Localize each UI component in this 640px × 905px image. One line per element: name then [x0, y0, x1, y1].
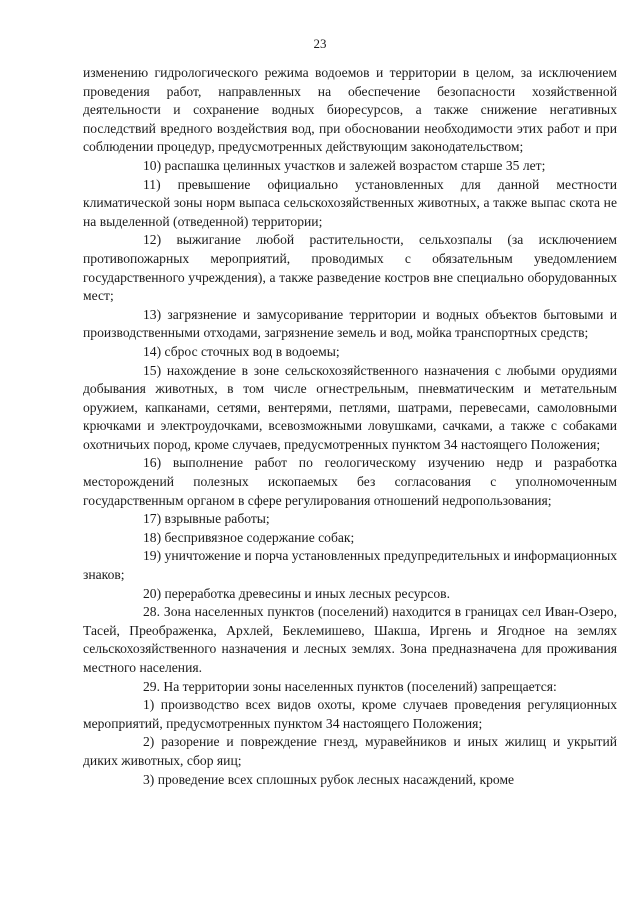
paragraph: 15) нахождение в зоне сельскохозяйственного назначения с любыми орудиями добывания животных, в том числе огнестрельным, пневматическим и метательным оружием, капканами, сетями, вентерями, петлями, шатрами, перевесами, самоловными крючками и электроудочками, всевозможными ловушками, сачками, а также с собаками охотничьих пород, кроме случаев, предусмотренных пунктом 34 настоящего Положения; [83, 362, 617, 452]
paragraph: 1) производство всех видов охоты, кроме случаев проведения регуляционных мероприятий, предусмотренных пунктом 34 настоящего Положения; [83, 697, 617, 731]
paragraph: изменению гидрологического режима водоемов и территории в целом, за исключением проведения работ, направленных на обеспечение безопасности хозяйственной деятельности и сохранение водных биоресурсов, а также снижение негативных последствий вредного воздействия вод, при обосновании необходимости этих работ и при соблюдении процедур, предусмотренных действующим законодательством; [83, 65, 617, 155]
paragraph: 2) разорение и повреждение гнезд, муравейников и иных жилищ и укрытий диких животных, сбор яиц; [83, 734, 617, 768]
paragraph: 19) уничтожение и порча установленных предупредительных и информационных знаков; [83, 548, 617, 583]
paragraph: 10) распашка целинных участков и залежей возрастом старше 35 лет; [143, 157, 546, 173]
paragraph: 12) выжигание любой растительности, сельхозпалы (за исключением противопожарных мероприятий, проводимых с обязательным уведомлением государственного учреждения), а также разведение костров вне специально оборудованных мест; [83, 232, 617, 304]
paragraph: 17) взрывные работы; [143, 511, 270, 527]
document-body [83, 64, 617, 789]
paragraph: 18) беспривязное содержание собак; [143, 529, 355, 545]
paragraph: 14) сброс сточных вод в водоемы; [143, 343, 340, 359]
paragraph: 29. На территории зоны населенных пунктов (поселений) запрещается: [143, 678, 557, 694]
paragraph: 13) загрязнение и замусоривание территории и водных объектов бытовыми и производственными отходами, загрязнение земель и вод, мойка транспортных средств; [83, 306, 617, 341]
paragraph: 3) проведение всех сплошных рубок лесных насаждений, кроме [143, 771, 515, 787]
paragraph: 11) превышение официально установленных для данной местности климатической зоны норм выпаса сельскохозяйственных животных, а также выпас скота не на выделенной (отведенной) территории; [83, 176, 617, 229]
paragraph: 28. Зона населенных пунктов (поселений) находится в границах сел Иван-Озеро, Тасей, Преображенка, Архлей, Беклемишево, Шакша, Иргень и Ягодное на землях сельскохозяйственного назначения и лесных землях. Зона предназначена для проживания местного населения. [83, 604, 617, 675]
paragraph: 16) выполнение работ по геологическому изучению недр и разработка месторождений полезных ископаемых без согласования с уполномоченным государственным органом в сфере регулирования отношений недропользования; [83, 455, 617, 508]
page-number: 23 [313, 36, 327, 51]
paragraph: 20) переработка древесины и иных лесных ресурсов. [143, 585, 450, 601]
